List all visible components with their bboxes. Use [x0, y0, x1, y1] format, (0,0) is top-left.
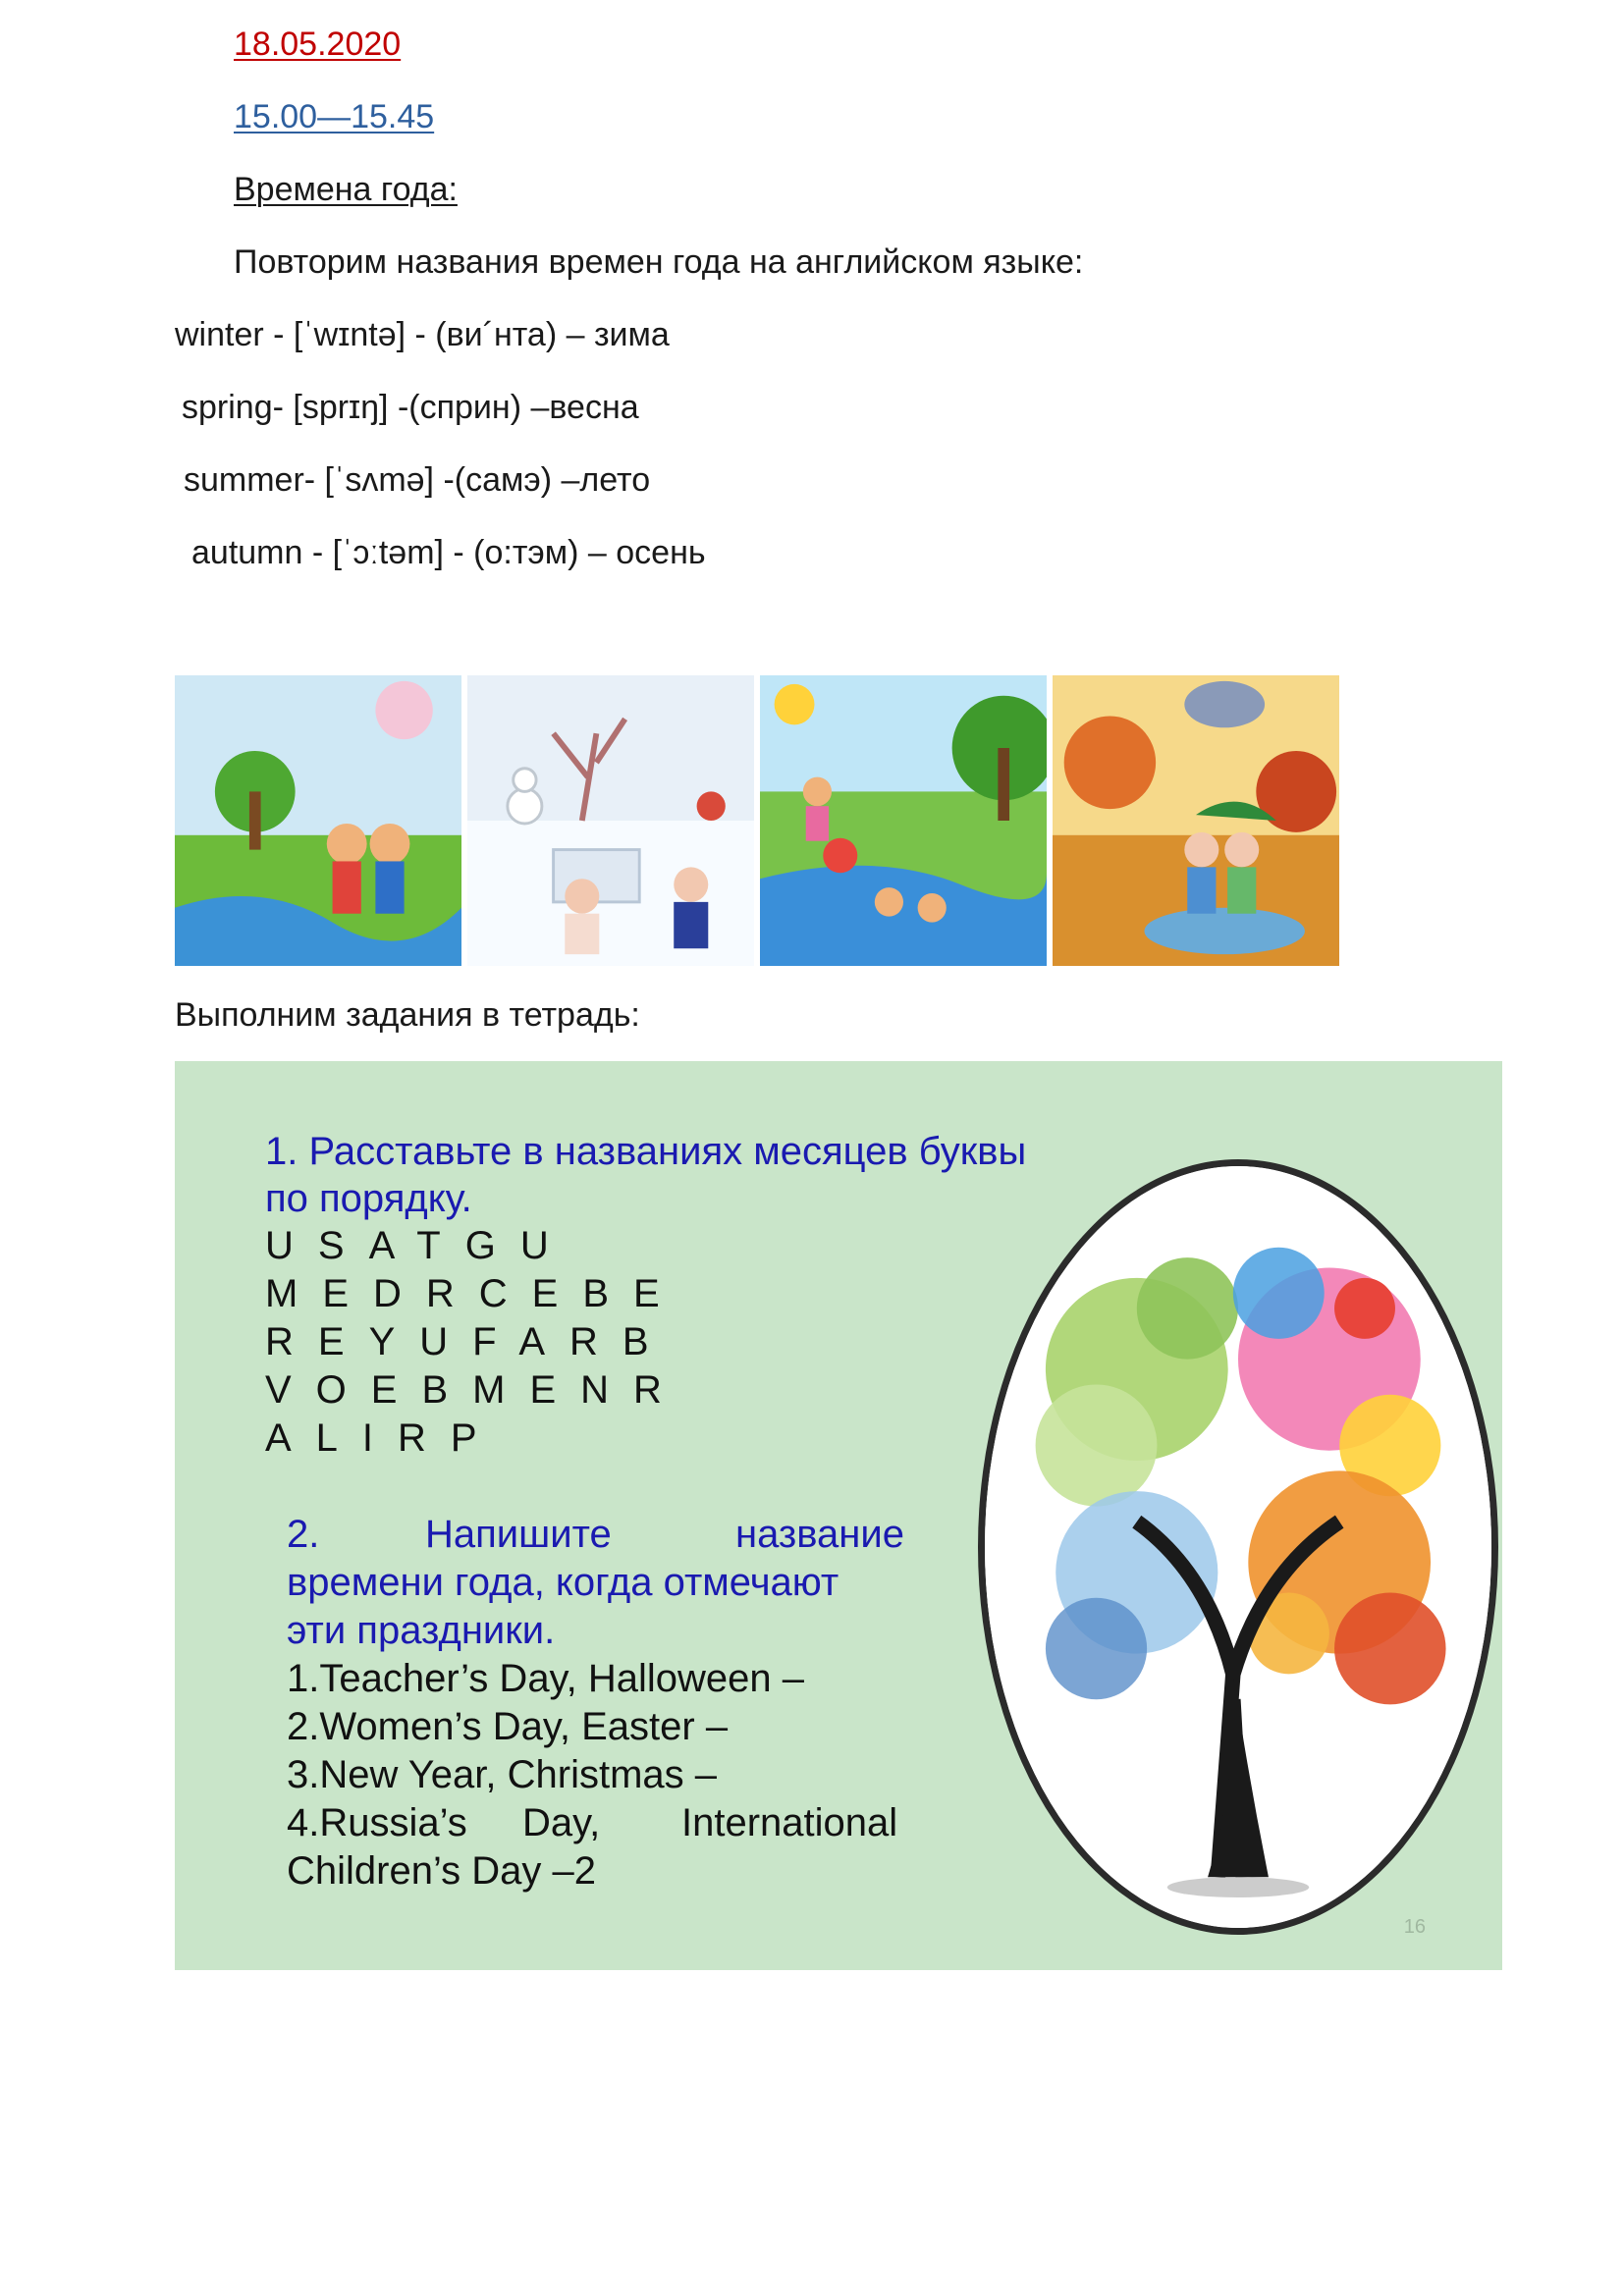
- task1-title-line1: 1. Расставьте в названиях месяцев буквы: [265, 1130, 1027, 1173]
- holiday-item-4b: Day,: [522, 1801, 601, 1844]
- holiday-item-4a: 4.Russia’s: [287, 1801, 467, 1844]
- task2-line3: эти праздники.: [287, 1609, 556, 1652]
- seasons-tree-image: [978, 1159, 1498, 1935]
- scrambled-word: USATGU: [265, 1224, 573, 1267]
- vocab-summer: summer- [ˈsʌmə] -(самэ) –лето: [184, 461, 651, 499]
- scrambled-word: REYUFARB: [265, 1320, 674, 1363]
- task1-title-line2: по порядку.: [265, 1177, 472, 1220]
- summer-image: [760, 675, 1047, 966]
- intro: Повторим названия времен года на английском языке:: [234, 243, 1084, 281]
- time: 15.00—15.45: [234, 98, 435, 135]
- date: 18.05.2020: [234, 26, 402, 63]
- slide-page-number: 16: [1403, 1916, 1426, 1938]
- task2-line2: времени года, когда отмечают: [287, 1561, 839, 1604]
- holiday-item-4-line2: Children’s Day –2: [287, 1849, 596, 1893]
- scrambled-word: VOEBMENR: [265, 1368, 686, 1412]
- holiday-item-4c: International: [681, 1801, 898, 1844]
- holiday-item: 1.Teacher’s Day, Halloween –: [287, 1657, 804, 1700]
- scrambled-word: MEDRCEBE: [265, 1272, 684, 1315]
- scrambled-word: ALIRP: [265, 1416, 502, 1460]
- vocab-winter: winter - [ˈwɪntə] - (ви´нта) – зима: [175, 316, 670, 353]
- task2-word-a: Напишите: [425, 1513, 612, 1556]
- autumn-image: [1053, 675, 1339, 966]
- vocab-autumn: autumn - [ˈɔːtəm] - (о:тэм) – осень: [191, 534, 706, 571]
- topic: Времена года:: [234, 171, 458, 208]
- spring-image: [175, 675, 461, 966]
- task-slide: [175, 1061, 1502, 1970]
- holiday-item: 2.Women’s Day, Easter –: [287, 1705, 729, 1748]
- vocab-spring: spring- [sprɪŋ] -(сприн) –весна: [182, 389, 639, 426]
- task2-number: 2.: [287, 1513, 320, 1556]
- winter-image: [467, 675, 754, 966]
- task-intro: Выполним задания в тетрадь:: [175, 996, 640, 1034]
- holiday-item: 3.New Year, Christmas –: [287, 1753, 717, 1796]
- task2-word-b: название: [735, 1513, 904, 1556]
- seasons-image-strip: [175, 675, 1339, 966]
